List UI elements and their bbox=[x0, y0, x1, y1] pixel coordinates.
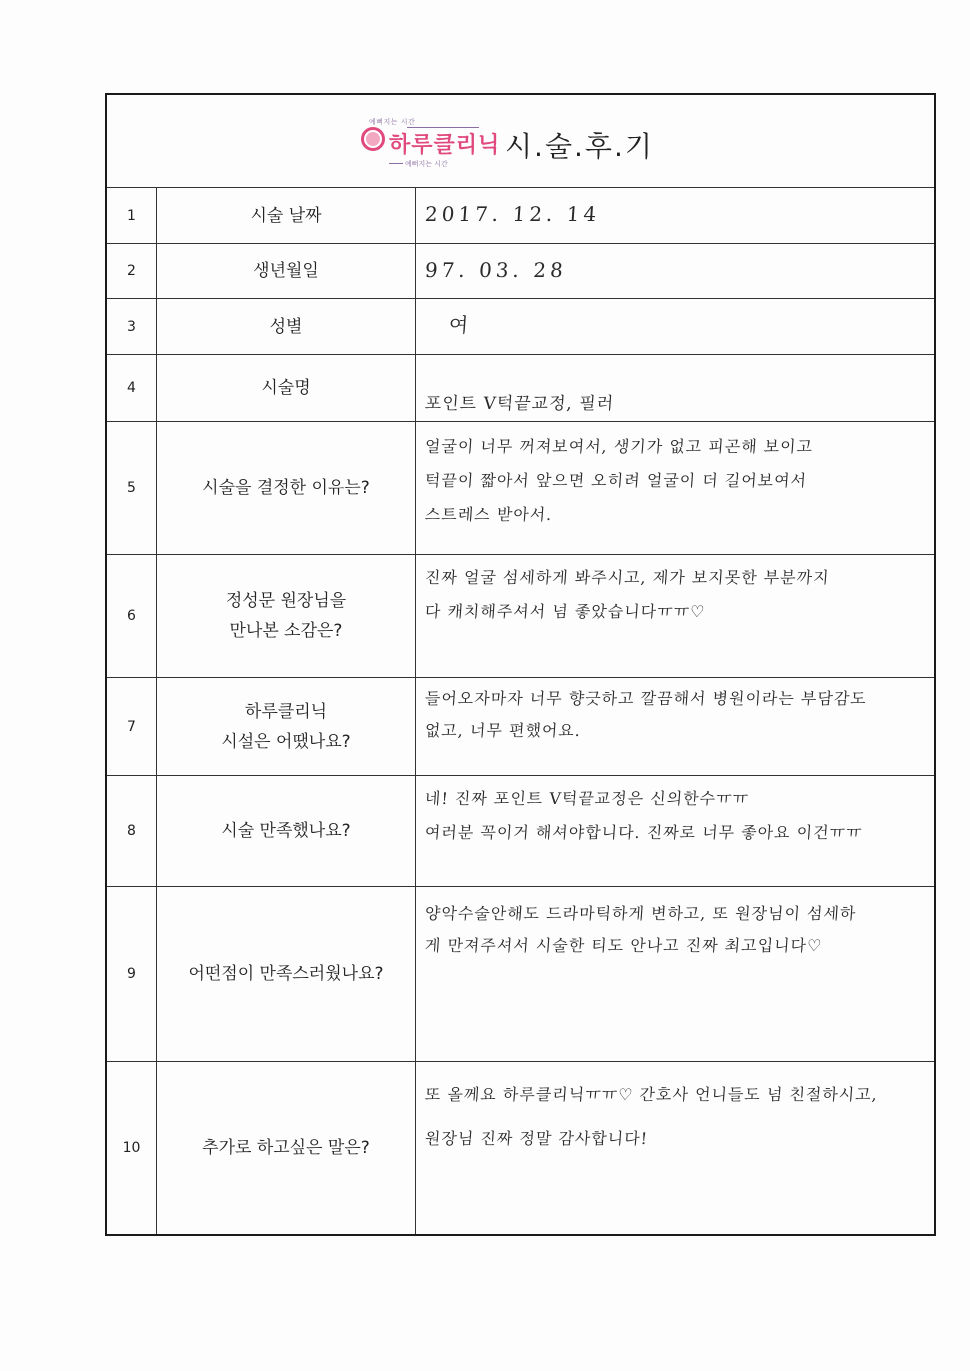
answer-cell bbox=[425, 776, 925, 886]
answer-text: 들어오자마자 너무 향긋하고 깔끔해서 병원이라는 부담감도 bbox=[424, 689, 868, 708]
form-title: 시.술.후.기 bbox=[505, 130, 654, 163]
table-row bbox=[107, 355, 934, 422]
answer-cell bbox=[425, 188, 925, 243]
question-cell bbox=[157, 887, 416, 1061]
question-text: 만나본 소감은? bbox=[229, 621, 343, 641]
table-row bbox=[107, 887, 934, 1062]
question-cell bbox=[157, 1062, 416, 1234]
logo-divider bbox=[389, 163, 403, 164]
table-row bbox=[107, 299, 934, 355]
question-cell bbox=[157, 678, 416, 775]
answer-cell bbox=[425, 887, 925, 1061]
question-text: 어떤점이 만족스러웠나요? bbox=[188, 964, 384, 984]
answer-text: 여러분 꼭이거 해셔야합니다. 진짜로 너무 좋아요 이건ㅠㅠ bbox=[424, 823, 864, 842]
logo-name: 하루클리닉 bbox=[389, 133, 501, 158]
form-header bbox=[107, 95, 934, 188]
answer-cell bbox=[425, 244, 925, 298]
question-text: 생년월일 bbox=[253, 261, 319, 281]
question-cell bbox=[157, 355, 416, 421]
answer-text: 포인트 V턱끝교정, 필러 bbox=[424, 394, 615, 414]
logo-tagline: 예뻐지는 시간 bbox=[405, 160, 448, 168]
answer-text: 다 캐치해주셔서 넘 좋았습니다ㅠㅠ♡ bbox=[424, 602, 707, 621]
question-text: 성별 bbox=[269, 316, 303, 337]
table-row bbox=[107, 188, 934, 244]
answer-text: 2017. 12. 14 bbox=[424, 202, 602, 226]
answer-cell bbox=[425, 422, 925, 554]
clock-icon-face bbox=[366, 132, 380, 146]
question-cell bbox=[157, 244, 416, 298]
question-text: 시술 만족했나요? bbox=[221, 821, 351, 841]
answer-text: 여 bbox=[448, 313, 474, 337]
answer-text: 없고, 너무 편했어요. bbox=[424, 721, 582, 740]
question-cell bbox=[157, 188, 416, 243]
answer-cell bbox=[425, 355, 925, 421]
answer-text: 턱끝이 짧아서 앞으면 오히려 얼굴이 더 길어보여서 bbox=[424, 471, 808, 490]
answer-text: 양악수술안해도 드라마틱하게 변하고, 또 원장님이 섬세하 bbox=[424, 904, 858, 923]
row-number: 9 bbox=[107, 887, 157, 1061]
table-row bbox=[107, 1062, 934, 1234]
row-number: 10 bbox=[107, 1062, 157, 1234]
table-row bbox=[107, 678, 934, 776]
answer-text: 진짜 얼굴 섬세하게 봐주시고, 제가 보지못한 부분까지 bbox=[424, 568, 831, 587]
question-cell bbox=[157, 422, 416, 554]
question-text: 시술을 결정한 이유는? bbox=[202, 478, 370, 498]
answer-text: 게 만져주셔서 시술한 티도 안나고 진짜 최고입니다♡ bbox=[424, 936, 824, 955]
answer-text: 스트레스 받아서. bbox=[424, 505, 553, 524]
question-text: 시술명 bbox=[261, 378, 311, 398]
question-cell bbox=[157, 555, 416, 677]
review-form bbox=[105, 93, 936, 1236]
logo-tagline: 예뻐지는 시간 bbox=[369, 118, 416, 126]
answer-cell bbox=[425, 1062, 925, 1234]
question-text: 시술 날짜 bbox=[250, 205, 322, 226]
question-text: 정성문 원장님을 bbox=[225, 591, 347, 611]
question-cell bbox=[157, 299, 416, 354]
table-row bbox=[107, 776, 934, 887]
answer-text: 97. 03. 28 bbox=[424, 258, 568, 282]
row-number: 2 bbox=[107, 244, 157, 298]
row-number: 4 bbox=[107, 355, 157, 421]
row-number: 7 bbox=[107, 678, 157, 775]
answer-text: 네! 진짜 포인트 V턱끝교정은 신의한수ㅠㅠ bbox=[424, 789, 750, 808]
answer-cell bbox=[425, 678, 925, 775]
row-number: 3 bbox=[107, 299, 157, 354]
row-number: 6 bbox=[107, 555, 157, 677]
row-number: 1 bbox=[107, 188, 157, 243]
table-row bbox=[107, 555, 934, 678]
answer-text: 얼굴이 너무 꺼져보여서, 생기가 없고 피곤해 보이고 bbox=[424, 437, 814, 456]
row-number: 8 bbox=[107, 776, 157, 886]
answer-text: 또 올께요 하루클리닉ㅠㅠ♡ 간호사 언니들도 넘 친절하시고, bbox=[424, 1085, 879, 1104]
row-number: 5 bbox=[107, 422, 157, 554]
question-text: 추가로 하고싶은 말은? bbox=[202, 1138, 370, 1158]
answer-cell bbox=[425, 555, 925, 677]
answer-text: 원장님 진짜 정말 감사합니다! bbox=[424, 1129, 649, 1148]
question-cell bbox=[157, 776, 416, 886]
table-row bbox=[107, 422, 934, 555]
table-row bbox=[107, 244, 934, 299]
answer-cell bbox=[425, 299, 925, 354]
question-text: 시설은 어땠나요? bbox=[221, 731, 351, 752]
question-text: 하루클리닉 bbox=[244, 701, 328, 722]
